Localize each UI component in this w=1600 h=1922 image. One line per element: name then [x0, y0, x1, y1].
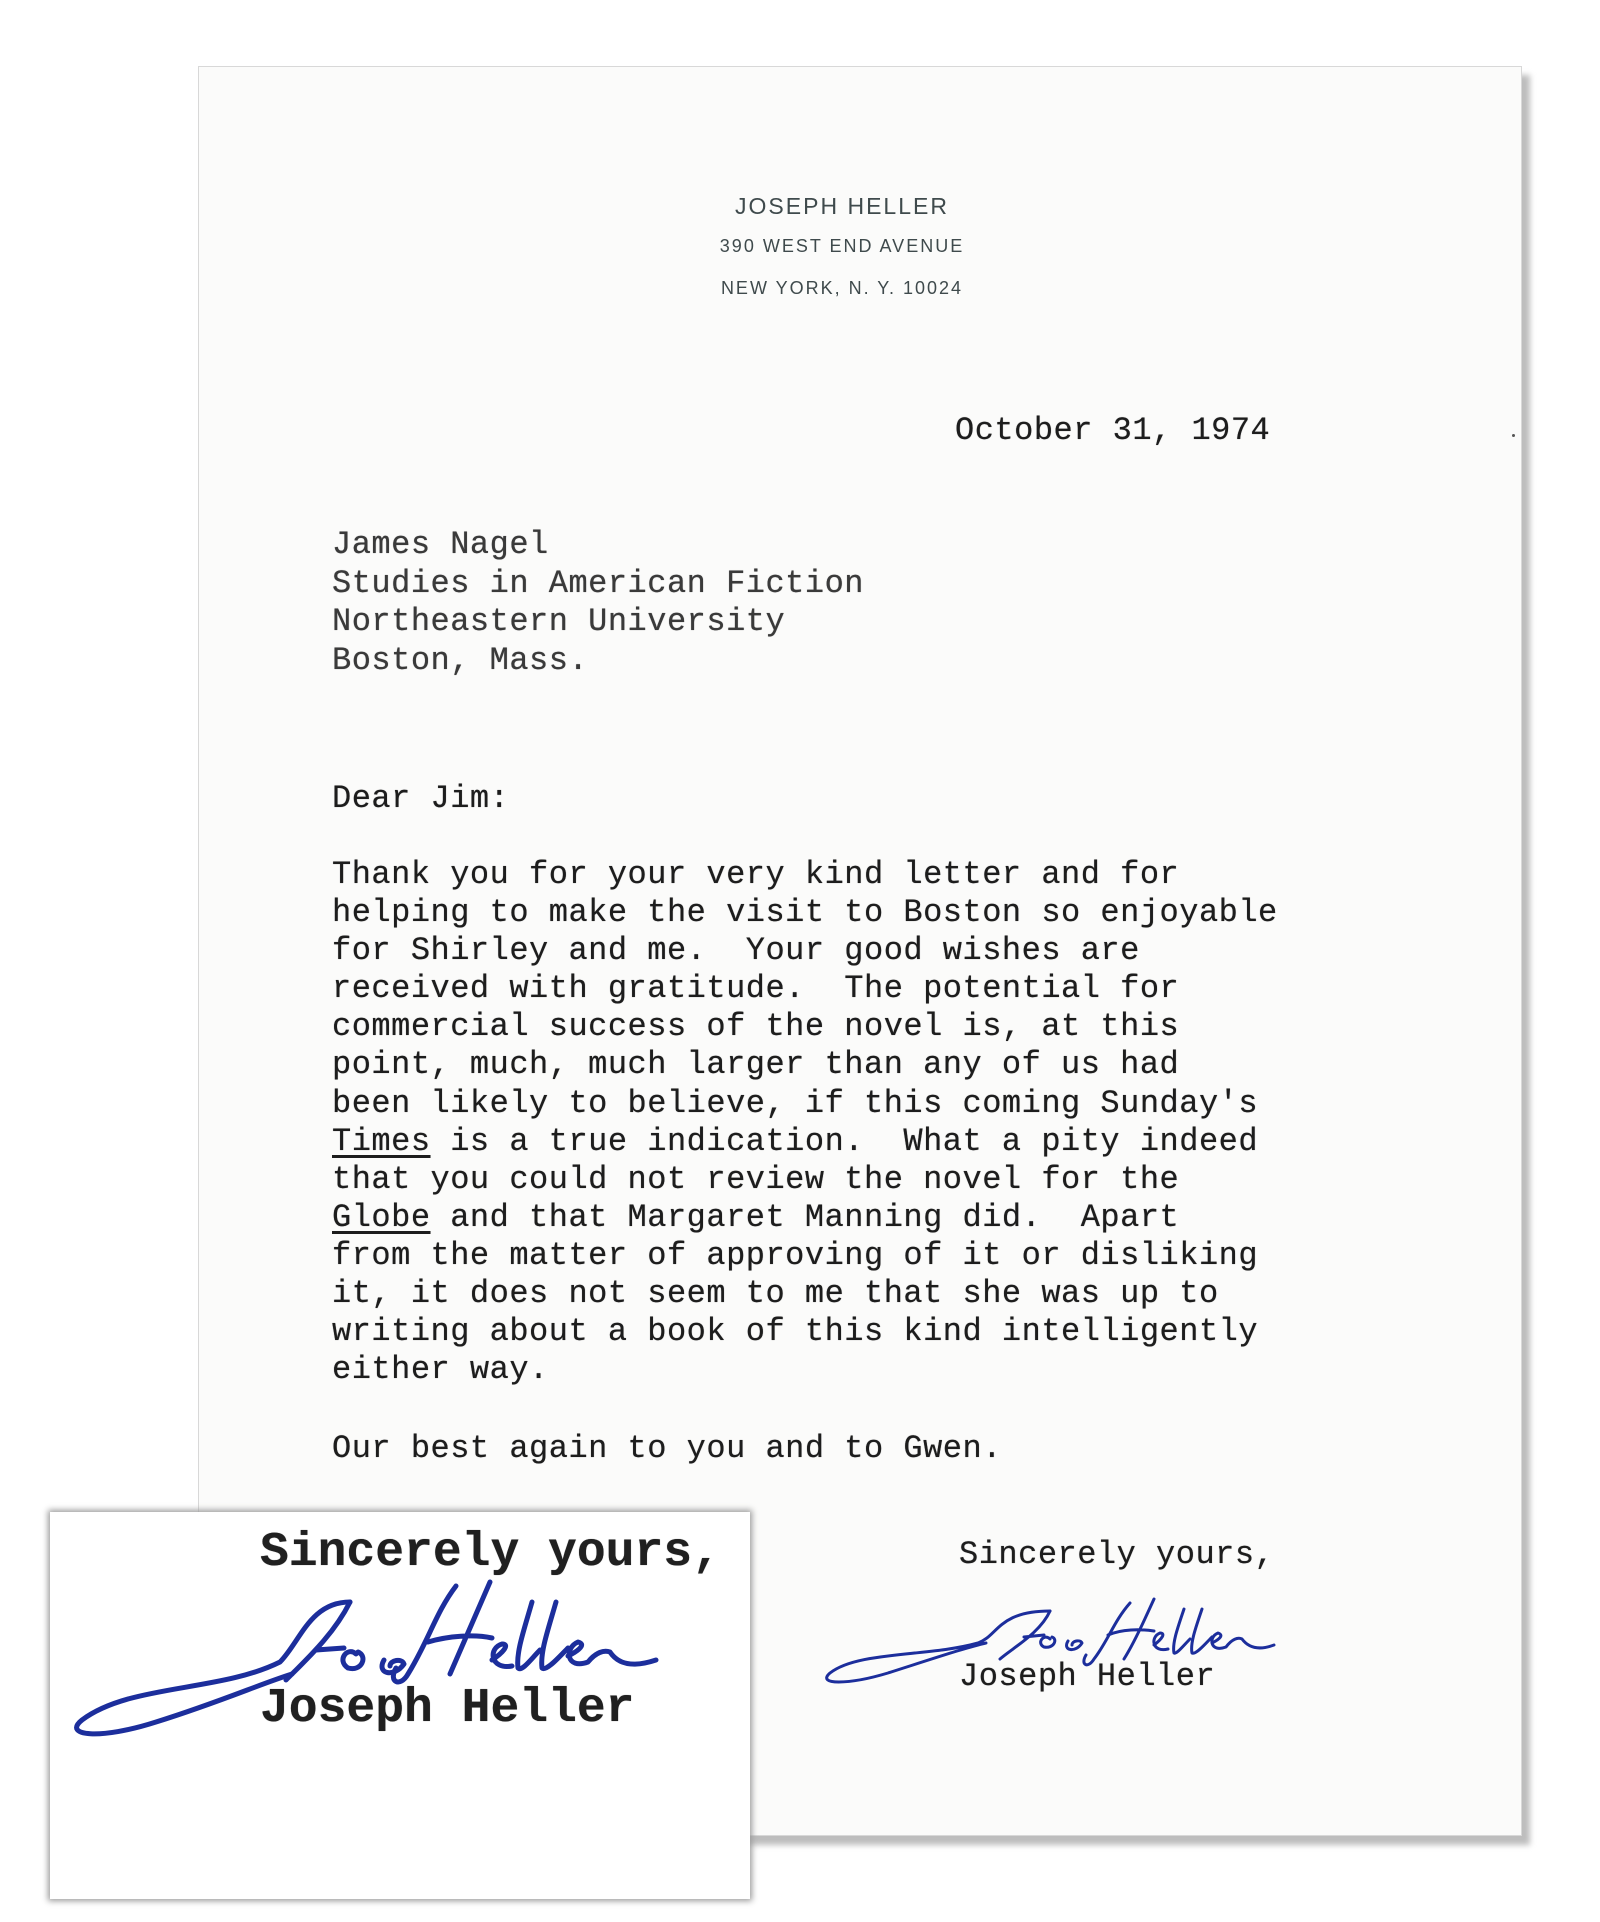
letterhead-name: JOSEPH HELLER [735, 193, 949, 219]
body-line: it, it does not seem to me that she was up to [332, 1275, 1219, 1313]
inset-closing: Sincerely yours, [260, 1526, 721, 1580]
body-line: for Shirley and me. Your good wishes are [332, 932, 1140, 970]
letterhead-address: 390 WEST END AVENUE [719, 236, 965, 256]
addressee-line: Northeastern University [332, 603, 786, 640]
letterhead-city: NEW YORK, N. Y. 10024 [720, 278, 964, 298]
body-fragment: and that Margaret Manning did. Apart [430, 1198, 1180, 1236]
paper-speck [1512, 434, 1515, 437]
letter-date: October 31, 1974 [955, 412, 1271, 449]
body-line: either way. [332, 1351, 549, 1389]
body-fragment: is a true indication. What a pity indeed [430, 1122, 1259, 1160]
body-line: that you could not review the novel for the [332, 1160, 1180, 1198]
addressee-block [332, 526, 864, 680]
signature-detail-inset [50, 1512, 750, 1899]
addressee-line: James Nagel [332, 526, 549, 563]
addressee-line: Boston, Mass. [332, 641, 589, 679]
body-line: point, much, much larger than any of us had [332, 1046, 1180, 1084]
body-line: received with gratitude. The potential for [332, 970, 1180, 1008]
salutation: Dear Jim: [332, 780, 510, 817]
body-line: from the matter of approving of it or disliking [332, 1236, 1259, 1274]
closing-paragraph: Our best again to you and to Gwen. [332, 1430, 1002, 1467]
typed-signature-name: Joseph Heller [959, 1658, 1216, 1695]
body-line: helping to make the visit to Boston so enjoyable [332, 894, 1278, 932]
body-line: been likely to believe, if this coming Sunday's [332, 1084, 1259, 1122]
body-line: Thank you for your very kind letter and for [332, 856, 1180, 893]
inset-typed-name: Joseph Heller [260, 1682, 635, 1736]
times-underlined: Times [332, 1122, 431, 1160]
body-line: commercial success of the novel is, at this [332, 1008, 1180, 1046]
body-paragraph [332, 856, 1278, 1389]
body-line [332, 1199, 1278, 1237]
globe-underlined: Globe [332, 1198, 431, 1236]
closing-sincerely: Sincerely yours, [959, 1536, 1275, 1573]
body-line: writing about a book of this kind intelligently [332, 1313, 1259, 1351]
body-line [332, 1123, 1278, 1161]
addressee-line: Studies in American Fiction [332, 564, 864, 602]
